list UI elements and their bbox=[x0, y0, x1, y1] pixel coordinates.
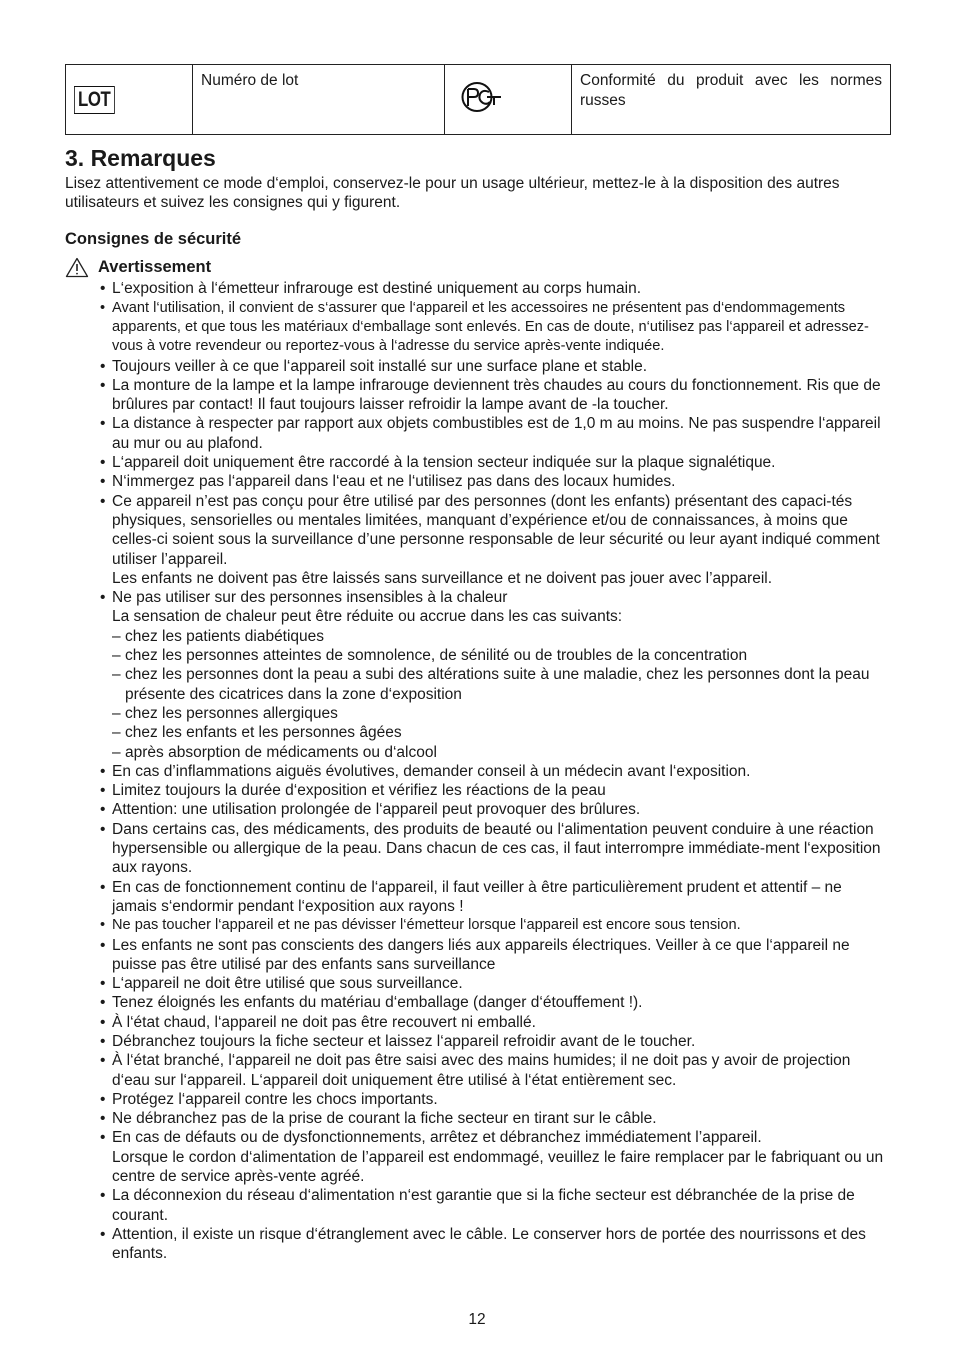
lot-symbol: LOT bbox=[74, 86, 114, 114]
list-item bbox=[100, 588, 890, 762]
list-item: • En cas de fonctionnement continu de l‘appareil, il faut veiller à être particulièrement prudent et attentif – ne jamais s‘endormir pendant l‘exposition aux rayons ! bbox=[100, 878, 890, 917]
safety-list bbox=[65, 279, 890, 1263]
heat-case: – chez les personnes atteintes de somnolence, de sénilité ou de troubles de la concentration bbox=[112, 646, 890, 665]
lot-description: Numéro de lot bbox=[193, 65, 445, 135]
list-item bbox=[100, 492, 890, 588]
list-item: • Toujours veiller à ce que l‘appareil soit installé sur une surface plane et stable. bbox=[100, 357, 890, 376]
heat-case: – après absorption de médicaments ou d‘alcool bbox=[112, 743, 890, 762]
list-item: • Tenez éloignés les enfants du matériau d‘emballage (danger d‘étouffement !). bbox=[100, 993, 890, 1012]
warning-label: Avertissement bbox=[98, 258, 212, 277]
list-item: • Protégez l‘appareil contre les chocs importants. bbox=[100, 1090, 890, 1109]
list-item: • La monture de la lampe et la lampe infrarouge deviennent très chaudes au cours du fonctionnement. Ris que de brûlures par contact! Il faut toujours laisser refroidir la lampe avant de -la toucher. bbox=[100, 376, 890, 415]
list-item: • À l‘état chaud, l‘appareil ne doit pas être recouvert ni emballé. bbox=[100, 1013, 890, 1032]
heat-cases-list bbox=[112, 627, 890, 762]
list-item: • Ne débranchez pas de la prise de courant la fiche secteur en tirant sur le câble. bbox=[100, 1109, 890, 1128]
list-item: • N‘immergez pas l‘appareil dans l‘eau et ne l‘utilisez pas dans des locaux humides. bbox=[100, 472, 890, 491]
list-item: • L‘appareil ne doit être utilisé que sous surveillance. bbox=[100, 974, 890, 993]
list-item: • La déconnexion du réseau d‘alimentation n‘est garantie que si la fiche secteur est débranchée de la prise de courant. bbox=[100, 1186, 890, 1225]
heat-case: – chez les personnes dont la peau a subi des altérations suite à une maladie, chez les personnes dont la peau présente des cicatrices dans la zone d‘exposition bbox=[112, 665, 890, 704]
list-item: • Attention: une utilisation prolongée de l‘appareil peut provoquer des brûlures. bbox=[100, 800, 890, 819]
item-text: Ne pas utiliser sur des personnes insensibles à la chaleur bbox=[112, 589, 508, 607]
page-content bbox=[65, 64, 890, 1264]
warning-triangle-icon bbox=[65, 257, 89, 278]
list-item: • Attention, il existe un risque d‘étranglement avec le câble. Le conserver hors de portée des nourrissons et des enfants. bbox=[100, 1225, 890, 1264]
heat-case: – chez les personnes allergiques bbox=[112, 704, 890, 723]
list-item: • La distance à respecter par rapport aux objets combustibles est de 1,0 m au moins. Ne pas suspendre l‘appareil au mur ou au plafond. bbox=[100, 414, 890, 453]
lot-symbol-cell bbox=[66, 65, 193, 135]
symbols-row bbox=[66, 65, 891, 135]
list-item: • Les enfants ne sont pas conscients des dangers liés aux appareils électriques. Veiller à ce que l‘appareil ne puisse pas être utilisé par des enfants sans surveillance bbox=[100, 936, 890, 975]
children-note: Les enfants ne doivent pas être laissés sans surveillance et ne doivent pas jouer avec l’appareil. bbox=[112, 569, 773, 587]
list-item: • Dans certains cas, des médicaments, des produits de beauté ou l‘alimentation peuvent conduire à une réaction hypersensible ou allergique de la peau. Dans chacun de ces cas, il faut interrompre immédiate-ment l‘exposition aux rayons. bbox=[100, 820, 890, 878]
section-intro: Lisez attentivement ce mode d‘emploi, conservez-le pour un usage ultérieur, mettez-le à la disposition des autres utilisateurs et suivez les consignes qui y figurent. bbox=[65, 175, 840, 212]
item-text: En cas de défauts ou de dysfonctionnements, arrêtez et débranchez immédiatement l’appareil. bbox=[112, 1129, 762, 1147]
heat-case: – chez les patients diabétiques bbox=[112, 627, 890, 646]
symbols-table bbox=[65, 64, 891, 135]
list-item: • À l‘état branché, l‘appareil ne doit pas être saisi avec des mains humides; il ne doit pas y avoir de projection d‘eau sur l‘appareil. L‘appareil doit uniquement être utilisé à l‘état entièrement sec. bbox=[100, 1051, 890, 1090]
pct-conformity-mark-icon bbox=[453, 80, 505, 114]
safety-heading: Consignes de sécurité bbox=[65, 230, 242, 249]
list-item bbox=[100, 1128, 890, 1186]
heat-intro: La sensation de chaleur peut être réduite ou accrue dans les cas suivants: bbox=[112, 608, 623, 626]
list-item: • Débranchez toujours la fiche secteur et laissez l‘appareil refroidir avant de le toucher. bbox=[100, 1032, 890, 1051]
list-item: • En cas d’inflammations aiguës évolutives, demander conseil à un médecin avant l‘exposition. bbox=[100, 762, 890, 781]
warning-heading bbox=[65, 256, 890, 278]
heat-case: – chez les enfants et les personnes âgées bbox=[112, 723, 890, 742]
pct-symbol-cell bbox=[445, 65, 572, 135]
section-title: 3. Remarques bbox=[65, 145, 216, 171]
item-text: Ce appareil n’est pas conçu pour être utilisé par des personnes (dont les enfants) présentant des capaci-tés physiques, sensorielles ou mentales limitées, manquant d’expérience et/ou de connaissances, à moins que celles-ci soient sous la surveillance d’une personne responsable de leur sécurité ou leur ayant indiqué comment utiliser l’appareil. bbox=[112, 492, 880, 568]
list-item: • Limitez toujours la durée d‘exposition et vérifiez les réactions de la peau bbox=[100, 781, 890, 800]
cord-note: Lorsque le cordon d‘alimentation de l’appareil est endommagé, veuillez le faire remplacer par le fabriquant ou un centre de service après-vente agréé. bbox=[112, 1148, 884, 1186]
pct-description: Conformité du produit avec les normes russes bbox=[572, 65, 891, 135]
list-item: • Avant l‘utilisation, il convient de s‘assurer que l‘appareil et les accessoires ne présentent pas d‘endommagements apparents, et que tous les matériaux d‘emballage sont enlevés. En cas de doute, n‘utilisez pas l‘appareil et adressez-vous à votre revendeur ou reportez-vous à l‘adresse du service après-vente indiquée. bbox=[100, 299, 890, 357]
list-item: • Ne pas toucher l‘appareil et ne pas dévisser l‘émetteur lorsque l‘appareil est encore sous tension. bbox=[100, 916, 890, 935]
list-item: • L‘exposition à l‘émetteur infrarouge est destiné uniquement au corps humain. bbox=[100, 279, 890, 298]
list-item: • L‘appareil doit uniquement être raccordé à la tension secteur indiquée sur la plaque signalétique. bbox=[100, 453, 890, 472]
page-number: 12 bbox=[468, 1311, 486, 1328]
